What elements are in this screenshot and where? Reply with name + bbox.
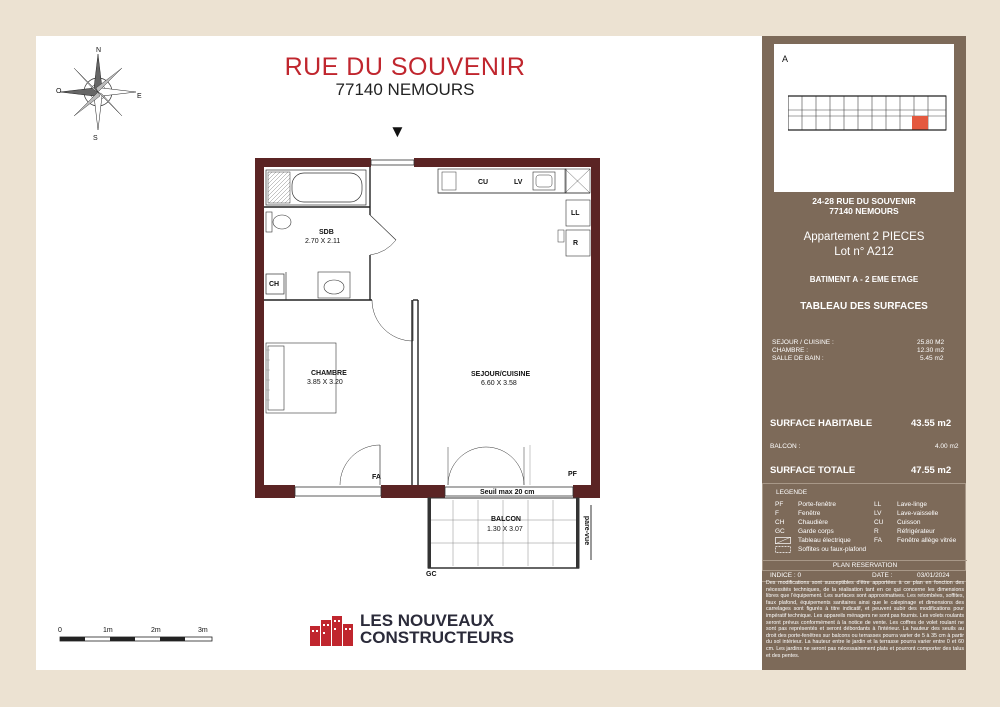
totale-value: 47.55 m2 (911, 465, 952, 476)
compass-s-label: S (93, 135, 98, 142)
room-chambre-label: CHAMBRE (311, 370, 347, 377)
surface-value-2: 5.45 m2 (920, 355, 944, 362)
room-sejour-dims: 6.60 X 3.58 (481, 380, 517, 387)
logo-buildings-icon (310, 612, 354, 646)
legend-right-code-4: FA (874, 537, 882, 544)
surface-value-0: 25.80 M2 (917, 339, 945, 346)
entrance-arrow-icon: ▼ (389, 122, 406, 141)
pare-vue-label: pare-vue (583, 515, 591, 546)
soffit-icon (775, 546, 791, 553)
legend-right-text-0: Lave-linge (897, 501, 927, 508)
scale-tick-2m: 2m (151, 627, 161, 634)
pf-label: PF (568, 471, 577, 478)
seuil-label: Seuil max 20 cm (480, 489, 535, 496)
balcon-value: 4.00 m2 (935, 443, 959, 450)
key-plan-letter: A (782, 54, 789, 64)
address-line1: 24-28 RUE DU SOUVENIR (812, 196, 916, 206)
scale-bar (60, 637, 212, 641)
legend-left-code-2: CH (775, 519, 785, 526)
totale-label: SURFACE TOTALE (770, 465, 856, 476)
surface-value-1: 12.30 m2 (917, 347, 945, 354)
legend-left-text-5: Soffites ou faux-plafond (798, 546, 867, 553)
street-title: RUE DU SOUVENIR (284, 53, 526, 81)
legend-right-text-2: Cuisson (897, 519, 921, 526)
legend-left-code-0: PF (775, 501, 784, 508)
legend-left-code-3: GC (775, 528, 785, 535)
plan-reservation: PLAN RESERVATION (763, 560, 967, 569)
table-title: TABLEAU DES SURFACES (800, 301, 928, 312)
legend-right-code-1: LV (874, 510, 882, 517)
ch-label: CH (269, 281, 280, 288)
legend-left-text-4: Tableau électrique (798, 537, 851, 544)
surface-label-2: SALLE DE BAIN : (772, 355, 824, 362)
compass-o-label: O (56, 88, 62, 95)
legend (762, 483, 966, 571)
legend-right-code-0: LL (874, 501, 882, 508)
legend-left-text-1: Fenêtre (798, 510, 821, 517)
address-line2: 77140 NEMOURS (829, 206, 899, 216)
legend-left-code-1: F (775, 510, 779, 517)
room-balcon-dims: 1.30 X 3.07 (487, 526, 523, 533)
scale-tick-3m: 3m (198, 627, 208, 634)
legend-right-text-3: Réfrigérateur (897, 528, 935, 535)
lot-number: Lot n° A212 (834, 246, 894, 258)
indice: INDICE : 0 (770, 572, 802, 579)
legend-title: LEGENDE (776, 489, 808, 496)
key-plan-drawing (788, 92, 948, 136)
legend-left-text-0: Porte-fenêtre (798, 501, 836, 508)
legend-right-code-2: CU (874, 519, 884, 526)
legend-left-text-2: Chaudière (798, 519, 828, 526)
gc-label: GC (426, 571, 437, 578)
apartment-type: Appartement 2 PIECES (803, 231, 925, 243)
habitable-value: 43.55 m2 (911, 418, 952, 429)
compass-n-label: N (96, 47, 102, 54)
company-logo (310, 612, 514, 646)
r-label: R (573, 240, 579, 247)
lv-label: LV (514, 179, 523, 186)
info-panel (762, 36, 966, 670)
room-chambre-dims: 3.85 X 3.20 (307, 379, 343, 386)
balcon-label: BALCON : (770, 443, 801, 450)
key-plan (774, 44, 954, 192)
scale-tick-0: 0 (58, 627, 62, 634)
legend-left-text-3: Garde corps (798, 528, 834, 535)
fa-label: FA (372, 474, 381, 481)
habitable-label: SURFACE HABITABLE (770, 418, 873, 429)
legend-right-code-3: R (874, 528, 879, 535)
legend-right-text-4: Fenêtre allège vitrée (897, 537, 957, 544)
room-sdb-dims: 2.70 X 2.11 (305, 238, 341, 245)
ll-label: LL (571, 210, 580, 217)
logo-line1: LES NOUVEAUX (360, 611, 495, 630)
building-floor: BATIMENT A - 2 EME ETAGE (809, 275, 919, 284)
surface-label-1: CHAMBRE : (772, 347, 809, 354)
surface-label-0: SEJOUR / CUISINE : (772, 339, 834, 346)
date-value: 03/01/2024 (917, 572, 950, 579)
cu-label: CU (478, 179, 489, 186)
electric-panel-icon (775, 537, 791, 544)
room-balcon-label: BALCON (491, 516, 521, 523)
legend-right-text-1: Lave-vaisselle (897, 510, 939, 517)
date-label: DATE : (872, 572, 893, 579)
room-sejour-label: SEJOUR/CUISINE (471, 371, 531, 378)
compass-e-label: E (137, 93, 142, 100)
disclaimer-notes: Des modifications sont susceptibles d'être apportées à ce plan en fonction des nécessités techniques, de la réalisation tant en ce qui concerne les dimensions libres que l'équipement. Les surfaces sont approximatives. Les retombées, soffites, faux plafond, équipements sanitaires ainsi que le calepinage et dimensions des carrelages sont figurés à titre indicatif, et peuvent subir des modifications pour impératif technique. Les appareils ménagers ne sont pas fournis. Les volets roulants seront prévus conformément à la notice de vente. Les coffres de volet roulant ne sont pas représentés et seront débordants à l'intérieur. La hauteur des seuils au droit des porte-fenêtres sur balcons ou terrasses pourra varier de 5 à 35 cm à partir du sol intérieur. La hauteur entre le jardin et la terrasse pourra varier entre 0 et 60 cm. Les jardins ne seront pas nécessairement plats et pourront comporter des talus et des pentes. (766, 580, 964, 659)
room-sdb-label: SDB (319, 229, 334, 236)
logo-line2: CONSTRUCTEURS (360, 628, 514, 647)
scale-tick-1m: 1m (103, 627, 113, 634)
city-subtitle: 77140 NEMOURS (335, 80, 475, 99)
